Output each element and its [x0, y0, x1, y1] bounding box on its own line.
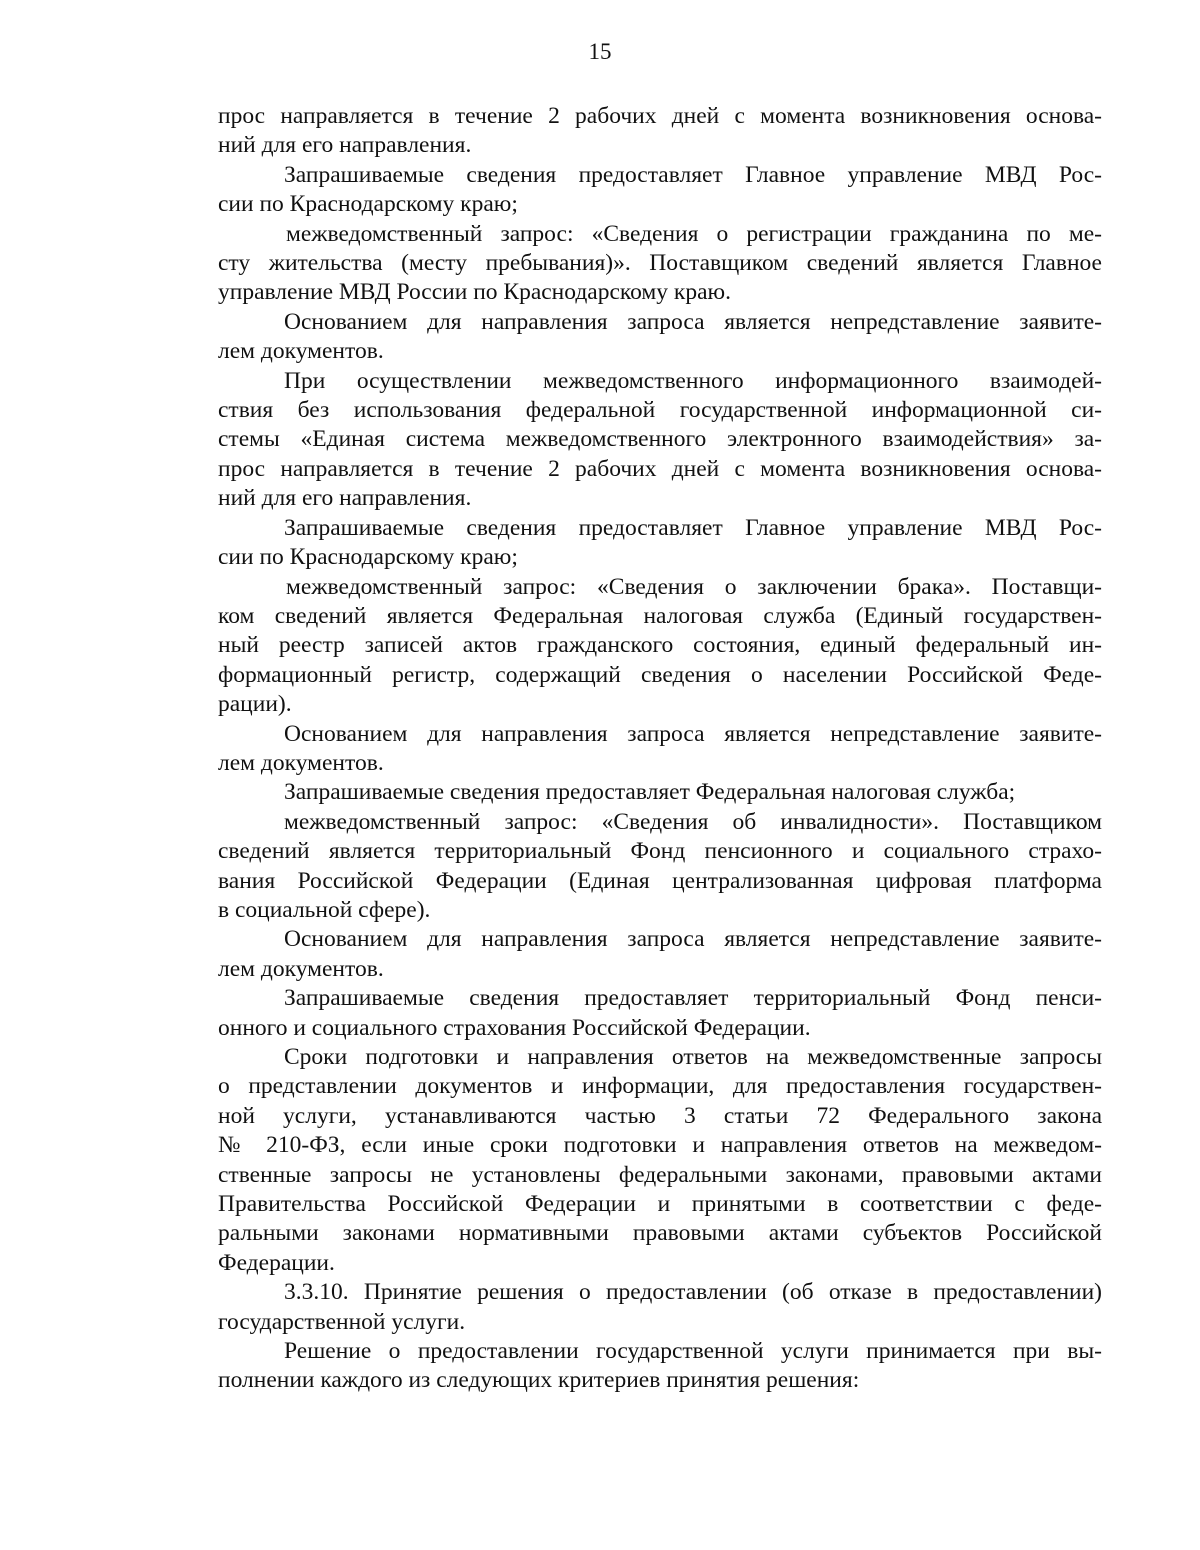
text-line: сведений является территориальный Фонд пенсионного и социального страхо-: [218, 838, 1102, 865]
text-line: ком сведений является Федеральная налоговая служба (Единый государствен-: [218, 602, 1102, 629]
text-line: При осуществлении межведомственного информационного взаимодей-: [284, 367, 1102, 394]
paragraph: [218, 720, 1102, 779]
paragraph: [218, 1043, 1102, 1278]
text-line: межведомственный запрос: «Сведения о заключении брака». Поставщи-: [286, 573, 1102, 600]
text-line: межведомственный запрос: «Сведения о регистрации гражданина по ме-: [286, 220, 1102, 247]
text-line: Сроки подготовки и направления ответов на межведомственные запросы: [284, 1044, 1102, 1070]
text-line: Решение о предоставлении государственной услуги принимается при вы-: [284, 1338, 1102, 1365]
text-line: лем документов.: [218, 955, 384, 982]
paragraph: [218, 573, 1102, 720]
paragraph: [218, 984, 1102, 1043]
paragraph: [218, 778, 1102, 807]
text-line: полнении каждого из следующих критериев принятия решения:: [218, 1367, 860, 1394]
paragraph: [218, 808, 1102, 926]
text-line: ствия без использования федеральной государственной информационной си-: [218, 397, 1102, 424]
text-line: управление МВД России по Краснодарскому краю.: [218, 279, 731, 306]
paragraph: [218, 308, 1102, 367]
text-line: Правительства Российской Федерации и принятыми в соответствии с феде-: [218, 1191, 1102, 1218]
text-line: Запрашиваемые сведения предоставляет Федеральная налоговая служба;: [284, 779, 1016, 806]
text-line: стемы «Единая система межведомственного электронного взаимодействия» за-: [218, 426, 1102, 453]
text-line: Запрашиваемые сведения предоставляет территориальный Фонд пенси-: [284, 985, 1102, 1012]
paragraph: [218, 925, 1102, 984]
paragraph: [218, 367, 1102, 514]
text-line: лем документов.: [218, 749, 384, 776]
text-line: Основанием для направления запроса является непредставление заявите-: [284, 926, 1102, 953]
text-line: ральными законами нормативными правовыми актами субъектов Российской: [218, 1220, 1102, 1247]
text-line: ный реестр записей актов гражданского состояния, единый федеральный ин-: [218, 632, 1102, 659]
text-line: государственной услуги.: [218, 1308, 466, 1335]
document-body: [218, 102, 1102, 1396]
text-line: в социальной сфере).: [218, 896, 431, 923]
text-line: вания Российской Федерации (Единая централизованная цифровая платформа: [218, 867, 1102, 894]
text-line: межведомственный запрос: «Сведения об инвалидности». Поставщиком: [284, 808, 1102, 835]
text-line: Основанием для направления запроса является непредставление заявите-: [284, 720, 1102, 747]
paragraph: [218, 1278, 1102, 1337]
text-line: Запрашиваемые сведения предоставляет Главное управление МВД Рос-: [284, 514, 1102, 541]
text-line: ной услуги, устанавливаются частью 3 статьи 72 Федерального закона: [218, 1102, 1102, 1129]
paragraph: [218, 1337, 1102, 1396]
text-line: лем документов.: [218, 338, 384, 365]
text-line: ний для его направления.: [218, 485, 472, 512]
paragraph: [218, 161, 1102, 220]
text-line: сту жительства (месту пребывания)». Поставщиком сведений является Главное: [218, 250, 1102, 277]
text-line: онного и социального страхования Российской Федерации.: [218, 1014, 811, 1041]
text-line: рации).: [218, 691, 292, 718]
text-line: прос направляется в течение 2 рабочих дней с момента возникновения основа-: [218, 103, 1102, 129]
text-line: № 210-ФЗ, если иные сроки подготовки и направления ответов на межведом-: [218, 1132, 1102, 1159]
page-number: 15: [588, 39, 612, 64]
text-line: Основанием для направления запроса является непредставление заявите-: [284, 308, 1102, 335]
text-line: Запрашиваемые сведения предоставляет Главное управление МВД Рос-: [284, 161, 1102, 188]
paragraph: [218, 102, 1102, 161]
text-line: ний для его направления.: [218, 132, 472, 159]
text-line: формационный регистр, содержащий сведения о населении Российской Феде-: [218, 661, 1102, 688]
paragraph: [218, 514, 1102, 573]
text-line: 3.3.10. Принятие решения о предоставлении (об отказе в предоставлении): [284, 1279, 1102, 1306]
text-line: сии по Краснодарскому краю;: [218, 191, 518, 218]
text-line: о представлении документов и информации, для предоставления государствен-: [218, 1073, 1102, 1100]
text-line: ственные запросы не установлены федеральными законами, правовыми актами: [218, 1161, 1102, 1188]
text-line: Федерации.: [218, 1249, 335, 1276]
paragraph: [218, 220, 1102, 308]
text-line: сии по Краснодарскому краю;: [218, 544, 518, 571]
text-line: прос направляется в течение 2 рабочих дней с момента возникновения основа-: [218, 455, 1102, 482]
